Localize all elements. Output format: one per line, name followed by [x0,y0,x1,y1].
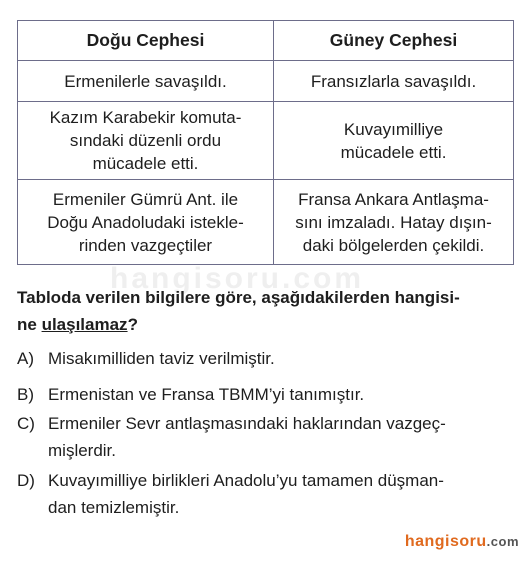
cell-text: Ermeniler Gümrü Ant. ile Doğu Anadoludaki istekle- rinden vazgeçtiler [47,189,244,255]
option-text: Ermeniler Sevr antlaşmasındaki haklarından vazgeç- mişlerdir. [48,414,446,460]
brand-logo [405,533,519,551]
option-a[interactable] [17,345,521,372]
option-letter: C) [17,414,35,433]
option-b[interactable] [17,381,521,408]
option-letter: A) [17,349,34,368]
brand-tld: .com [486,534,519,549]
cell-text: Kuvayımilliye mücadele etti. [340,119,447,162]
watermark: hangisoru.com [110,262,365,295]
cell-text: Kazım Karabekir komuta- sındaki düzenli ordu mücadele etti. [49,108,242,173]
cell-text: Fransızlarla savaşıldı. [310,71,477,91]
option-text: Kuvayımilliye birlikleri Anadolu’yu tamamen düşman- dan temizlemiştir. [48,471,444,517]
option-letter: B) [17,385,34,404]
cell-text: Ermenilerle savaşıldı. [64,71,227,91]
table-cell [18,180,274,264]
option-letter: D) [17,471,35,490]
header-guney-cephesi: Güney Cephesi [329,30,458,50]
table-cell [18,61,274,101]
table-cell [18,102,274,179]
comparison-table [17,20,514,265]
brand-name: hangisoru [404,533,487,550]
cell-text: Fransa Ankara Antlaşma- sını imzaladı. Hatay dışın- daki bölgelerden çekildi. [295,189,492,255]
table-cell [274,180,513,264]
header-dogu-cephesi: Doğu Cephesi [18,21,274,60]
table-cell [274,102,513,179]
option-c[interactable] [17,410,521,464]
option-d[interactable] [17,467,521,521]
table-cell [274,61,513,101]
option-text: Ermenistan ve Fransa TBMM’yi tanımıştır. [48,385,365,404]
table-row [18,61,513,102]
option-text: Misakımilliden taviz verilmiştir. [48,349,275,368]
question-underlined: ulaşılamaz [41,315,128,334]
question-after: ? [127,315,138,334]
question-text [17,284,517,338]
table-row [18,102,513,180]
table-row [18,180,513,264]
table-header-row [18,21,513,61]
question-before: Tabloda verilen bilgilere göre, aşağıdakilerden hangisi- ne [17,288,460,334]
